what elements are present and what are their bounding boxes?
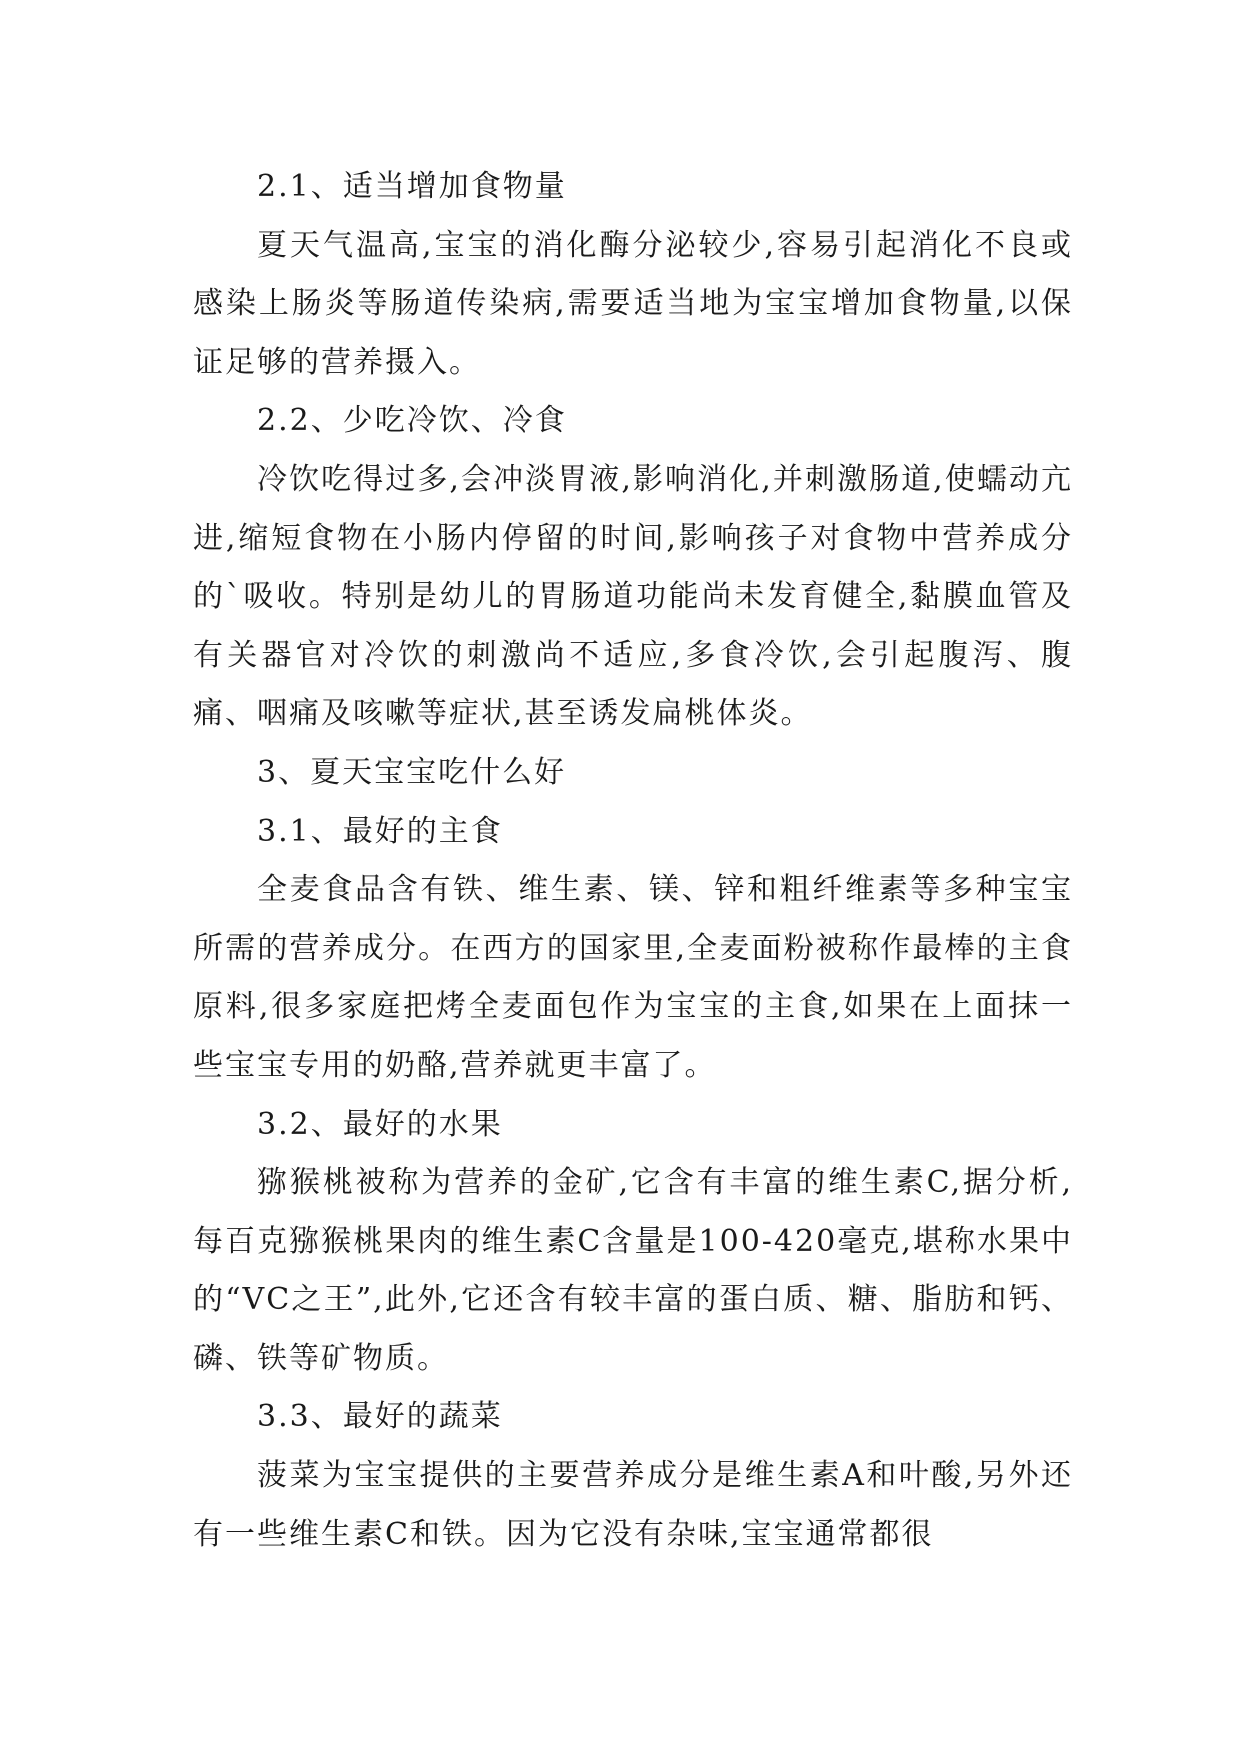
section-heading-2-2: 2.2、少吃冷饮、冷食 xyxy=(257,403,567,439)
paragraph-cold-drinks: 冷饮吃得过多,会冲淡胃液,影响消化,并刺激肠道,使蠕动亢进,缩短食物在小肠内停留的时间,影响孩子对食物中营养成分的`吸收。特别是幼儿的胃肠道功能尚未发育健全,黏膜血管及有关器官对冷饮的刺激尚不适应,多食冷饮,会引起腹泻、腹痛、咽痛及咳嗽等症状,甚至诱发扁桃体炎。 xyxy=(193,461,1073,732)
paragraph-fruit: 猕猴桃被称为营养的金矿,它含有丰富的维生素C,据分析,每百克猕猴桃果肉的维生素C含量是100-420毫克,堪称水果中的“VC之王”,此外,它还含有较丰富的蛋白质、糖、脂肪和钙、磷、铁等矿物质。 xyxy=(193,1165,1073,1376)
section-heading-3-3: 3.3、最好的蔬菜 xyxy=(257,1399,503,1435)
paragraph-staple-food: 全麦食品含有铁、维生素、镁、锌和粗纤维素等多种宝宝所需的营养成分。在西方的国家里,全麦面粉被称作最棒的主食原料,很多家庭把烤全麦面包作为宝宝的主食,如果在上面抹一些宝宝专用的奶酪,营养就更丰富了。 xyxy=(193,872,1073,1083)
paragraph-increase-food: 夏天气温高,宝宝的消化酶分泌较少,容易引起消化不良或感染上肠炎等肠道传染病,需要适当地为宝宝增加食物量,以保证足够的营养摄入。 xyxy=(193,227,1073,380)
section-heading-3-1: 3.1、最好的主食 xyxy=(257,813,503,849)
section-heading-3-2: 3.2、最好的水果 xyxy=(257,1106,503,1142)
paragraph-vegetable: 菠菜为宝宝提供的主要营养成分是维生素A和叶酸,另外还有一些维生素C和铁。因为它没有杂味,宝宝通常都很 xyxy=(193,1458,1073,1552)
section-heading-3: 3、夏天宝宝吃什么好 xyxy=(257,754,567,790)
section-heading-2-1: 2.1、适当增加食物量 xyxy=(257,169,567,204)
document-body xyxy=(193,158,1073,1564)
